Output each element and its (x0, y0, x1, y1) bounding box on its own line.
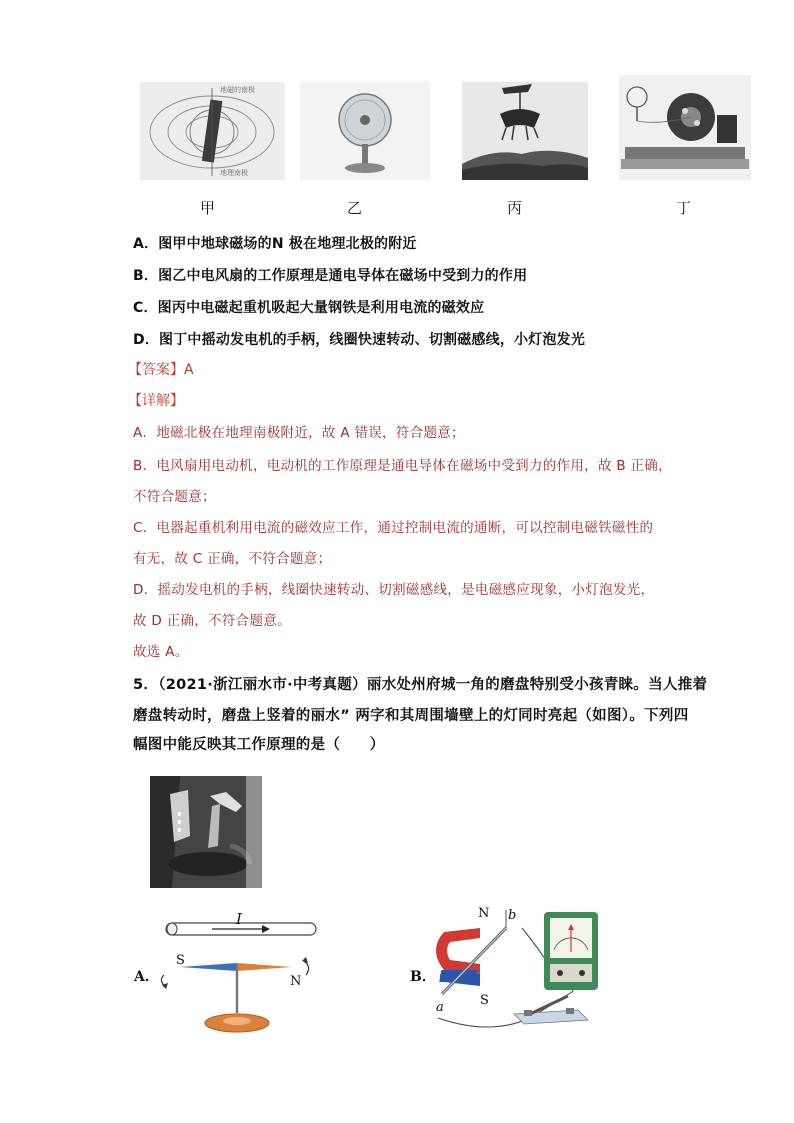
q4-option-d: D．图丁中摇动发电机的手柄，线圈快速转动、切割磁感线，小灯泡发光 (133, 332, 586, 348)
option-a-oersted-diagram (152, 905, 342, 1045)
option-b-b-label: b (508, 908, 517, 923)
q4-option-a: A．图甲中地球磁场的N 极在地理北极的附近 (133, 236, 417, 252)
generator-icon (619, 75, 751, 180)
detail-title: 【详解】 (128, 393, 184, 409)
fan-icon (300, 82, 430, 180)
option-b-label: B． (410, 969, 436, 985)
caption-yi: 乙 (347, 199, 363, 217)
caption-jia: 甲 (200, 199, 216, 217)
explanation-line-3: 不符合题意； (133, 489, 216, 505)
earth-top-label: 地磁的南极 (220, 86, 255, 94)
figure-ding-generator (619, 75, 751, 180)
option-b-n-label: N (478, 906, 490, 921)
option-a-n-label: N (290, 974, 302, 989)
explanation-line-8: 故选 A。 (133, 644, 189, 660)
option-b-a-label: a (436, 1000, 444, 1015)
answer-label: 【答案】A (128, 362, 194, 378)
q4-option-c: C．图丙中电磁起重机吸起大量钢铁是利用电流的磁效应 (133, 300, 485, 316)
option-a-label: A． (134, 969, 159, 985)
millstone-scene (150, 776, 262, 888)
explanation-line-2: B．电风扇用电动机，电动机的工作原理是通电导体在磁场中受到力的作用，故 B 正确， (133, 458, 672, 474)
figure-jia-earth-magnetic-field (140, 82, 285, 180)
explanation-line-5: 有无，故 C 正确，不符合题意； (133, 551, 332, 567)
crane-icon (462, 82, 588, 180)
q4-option-b: B．图乙中电风扇的工作原理是通电导体在磁场中受到力的作用 (133, 268, 528, 284)
explanation-line-4: C．电器起重机利用电流的磁效应工作，通过控制电流的通断，可以控制电磁铁磁性的 (133, 520, 654, 536)
figure-bing-electromagnetic-crane (462, 82, 588, 180)
option-a-current-label: I (236, 910, 242, 928)
explanation-line-7: 故 D 正确，不符合题意。 (133, 613, 291, 629)
explanation-line-1: A．地磁北极在地理南极附近，故 A 错误，符合题意； (133, 425, 465, 441)
question5-line-1: 5．（2021·浙江丽水市·中考真题）丽水处州府城一角的磨盘特别受小孩青睐。当人推着 (133, 677, 708, 693)
option-b-induction-diagram (430, 910, 610, 1030)
option-a-s-label: S (176, 953, 185, 968)
option-b-s-label: S (480, 993, 489, 1008)
millstone-photo (150, 776, 262, 888)
explanation-line-6: D．摇动发电机的手柄，线圈快速转动、切割磁感线，是电磁感应现象，小灯泡发光， (133, 582, 655, 598)
figure-yi-electric-fan (300, 82, 430, 180)
earth-bottom-label: 地理南极 (220, 169, 248, 177)
earth-field-diagram (140, 82, 285, 180)
question5-line-2: 磨盘转动时，磨盘上竖着的丽水” 两字和其周围墙壁上的灯同时亮起（如图）。下列四 (133, 708, 689, 724)
question5-line-3: 幅图中能反映其工作原理的是（ ） (133, 737, 385, 753)
caption-bing: 丙 (507, 199, 523, 217)
caption-ding: 丁 (676, 199, 692, 217)
